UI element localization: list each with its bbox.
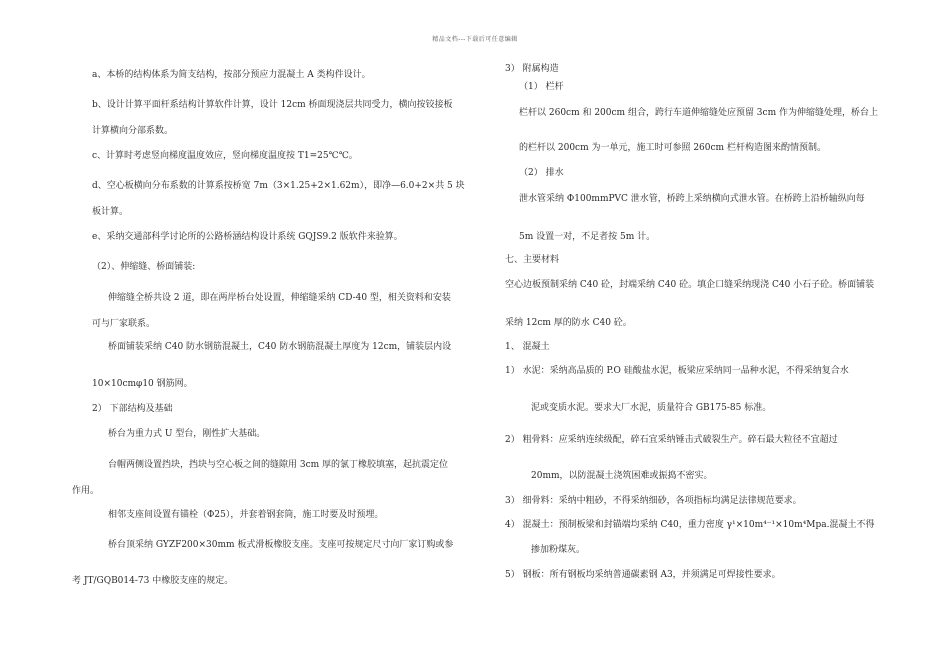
page-header: 精品文档---下载后可任意编辑 bbox=[432, 36, 518, 43]
left-line: 相邻支座间设置有锚栓（Φ25），并套着钢套筒，施工时要及时预埋。 bbox=[108, 510, 384, 520]
list-item: 3） 细骨料：采纳中粗砂，不得采纳细砂，各项指标均满足法律规范要求。 bbox=[505, 496, 802, 506]
left-line: 桥面铺装采纳 C40 防水钢筋混凝土，C40 防水钢筋混凝土厚度为 12cm，铺装层内设 bbox=[108, 342, 452, 352]
right-line: 采纳 12cm 厚的防水 C40 砼。 bbox=[505, 318, 632, 328]
left-line: b、设计计算平面杆系结构计算软件计算，设计 12cm 桥面现浇层共同受力，横向按铰接板 bbox=[92, 100, 453, 110]
section-heading: 3） 附属构造 bbox=[505, 64, 559, 74]
left-line: e、采纳交通部科学讨论所的公路桥涵结构设计系统 GQJS9.2 版软件来验算。 bbox=[92, 232, 403, 242]
left-line: 桥台为重力式 U 型台，刚性扩大基础。 bbox=[108, 429, 266, 439]
left-line: 计算横向分部系数。 bbox=[92, 126, 174, 136]
list-item: 1） 水泥：采纳高品质的 P.O 硅酸盐水泥，板梁应采纳同一品种水泥，不得采纳复合水 bbox=[505, 366, 849, 376]
left-line: d、空心板横向分布系数的计算系按桥宽 7m（3×1.25+2×1.62m），即净—6.0+2×共 5 块 bbox=[92, 181, 465, 191]
list-item: 5） 钢板：所有钢板均采纳普通碳素钢 A3，并须满足可焊接性要求。 bbox=[505, 570, 781, 580]
right-line: 泥或变质水泥。要求大厂水泥，质量符合 GB175-85 标准。 bbox=[531, 403, 772, 413]
left-line: 桥台顶采纳 GYZF200×30mm 板式滑板橡胶支座。支座可按规定尺寸向厂家订购或参 bbox=[108, 540, 454, 550]
section-heading: 七、主要材料 bbox=[505, 255, 560, 265]
right-line: 的栏杆以 200cm 为一单元，施工时可参照 260cm 栏杆构造图来酌情预制。 bbox=[519, 143, 826, 153]
section-heading: 2） 下部结构及基础 bbox=[92, 404, 173, 414]
list-item: 4） 混凝土：预制板梁和封锚端均采纳 C40，重力密度 γ¹×10m⁴⁻¹×10m⁴Mpa.混凝土不得 bbox=[505, 520, 875, 530]
list-item: 2） 粗骨料：应采纳连续级配，碎石宜采纳锤击式破裂生产。碎石最大粒径不宜超过 bbox=[505, 435, 838, 445]
section-heading: 1、 混凝土 bbox=[505, 342, 550, 352]
left-line: c、计算时考虑竖向梯度温度效应，竖向梯度温度按 T1=25℃℃。 bbox=[92, 151, 358, 161]
subsection-heading: （2） 排水 bbox=[519, 168, 564, 178]
section-heading: （2）、伸缩缝、桥面铺装: bbox=[92, 262, 196, 272]
left-line: 伸缩缝全桥共设 2 道，即在两岸桥台处设置，伸缩缝采纳 CD-40 型，相关资料和安装 bbox=[108, 293, 451, 303]
left-line: 可与厂家联系。 bbox=[92, 319, 156, 329]
right-line: 泄水管采纳 Φ100mmPVC 泄水管，桥跨上采纳横向式泄水管。在桥跨上沿桥轴纵向每 bbox=[519, 194, 865, 204]
left-line: a、本桥的结构体系为简支结构，按部分预应力混凝土 A 类构件设计。 bbox=[92, 70, 371, 80]
left-line: 台帽两侧设置挡块，挡块与空心板之间的缝隙用 3cm 厚的氯丁橡胶填塞，起抗震定位 bbox=[108, 460, 449, 470]
left-line: 考 JT/GQB014-73 中橡胶支座的规定。 bbox=[72, 576, 234, 586]
subsection-heading: （1） 栏杆 bbox=[519, 82, 564, 92]
left-line: 10×10cmφ10 钢筋网。 bbox=[92, 379, 193, 389]
left-line: 板计算。 bbox=[92, 207, 129, 217]
right-line: 栏杆以 260cm 和 200cm 组合，跨行车道伸缩缝处应预留 3cm 作为伸缩缝处理，桥台上 bbox=[519, 108, 878, 118]
right-line: 5m 设置一对，不足者按 5m 计。 bbox=[519, 232, 656, 242]
right-line: 20mm，以防混凝土浇筑困难或振捣不密实。 bbox=[531, 471, 713, 481]
left-line: 作用。 bbox=[72, 486, 100, 496]
right-line: 空心边板预制采纳 C40 砼，封端采纳 C40 砼。填企口缝采纳现浇 C40 小石子砼。桥面铺装 bbox=[505, 280, 875, 290]
right-line: 掺加粉煤灰。 bbox=[531, 545, 586, 555]
